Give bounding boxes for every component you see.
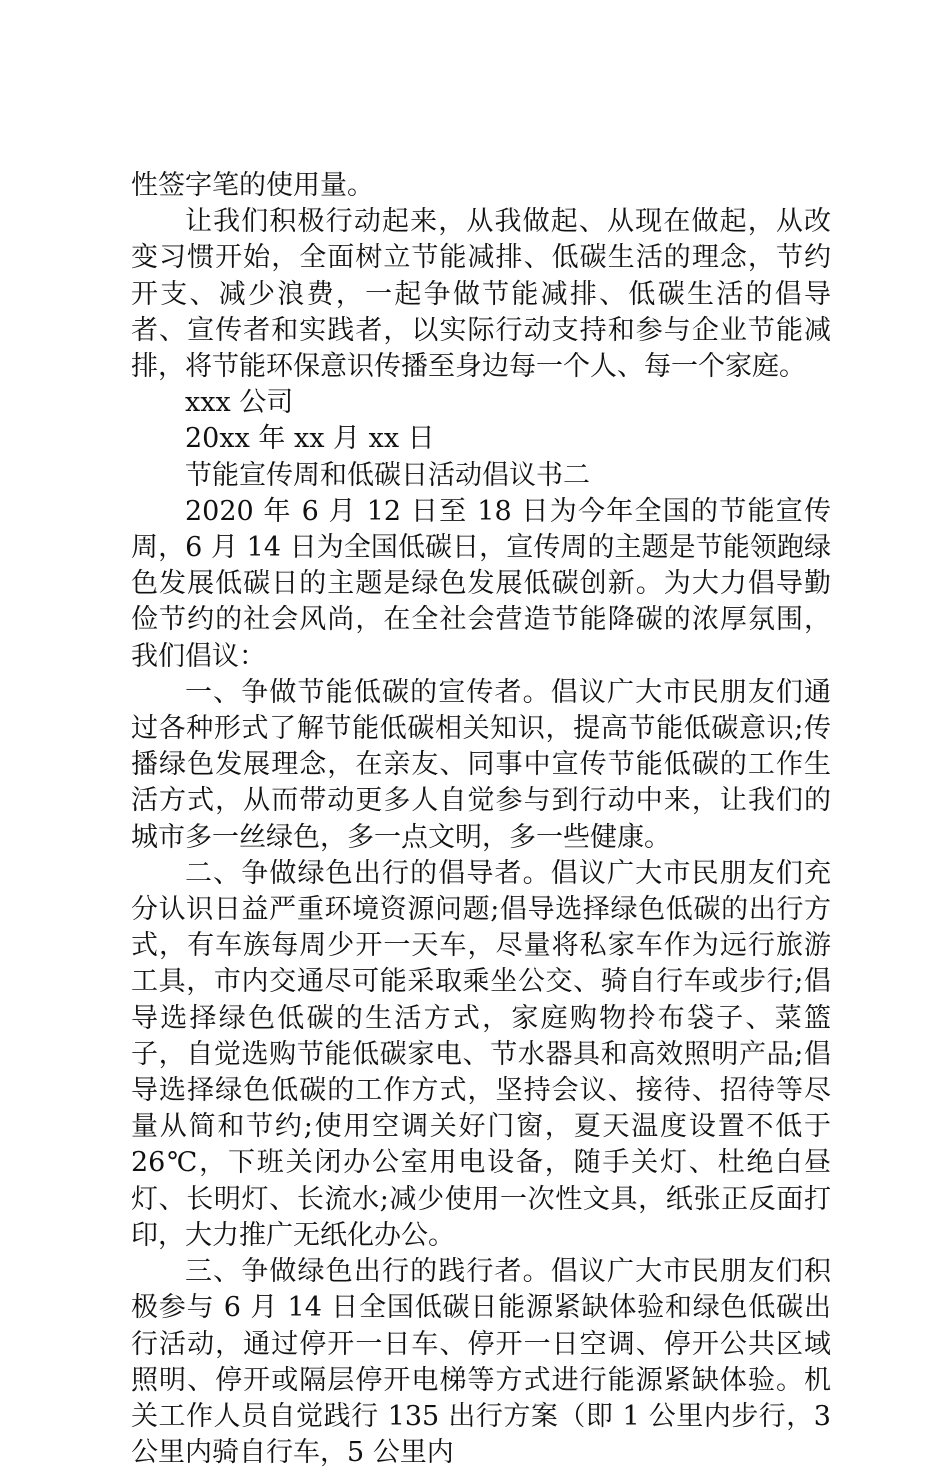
paragraph-intro: 2020 年 6 月 12 日至 18 日为今年全国的节能宣传周，6 月 14 日为全国低碳日，宣传周的主题是节能领跑绿色发展低碳日的主题是绿色发展低碳创新。为大力倡导勤俭节约的社会风尚，在全社会营造节能降碳的浓厚氛围，我们倡议： bbox=[131, 495, 831, 672]
paragraph-item-2: 二、争做绿色出行的倡导者。倡议广大市民朋友们充分认识日益严重环境资源问题;倡导选择绿色低碳的出行方式，有车族每周少开一天车，尽量将私家车作为远行旅游工具，市内交通尽可能采取乘坐公交、骑自行车或步行;倡导选择绿色低碳的生活方式，家庭购物拎布袋子、菜篮子，自觉选购节能低碳家电、节水器具和高效照明产品;倡导选择绿色低碳的工作方式，坚持会议、接待、招待等尽量从简和节约;使用空调关好门窗，夏天温度设置不低于 26℃，下班关闭办公室用电设备，随手关灯、杜绝白昼灯、长明灯、长流水;减少使用一次性文具，纸张正反面打印，大力推广无纸化办公。 bbox=[131, 857, 831, 1251]
section-title: 节能宣传周和低碳日活动倡议书二 bbox=[185, 459, 590, 491]
paragraph-call-to-action: 让我们积极行动起来，从我做起、从现在做起，从改变习惯开始，全面树立节能减排、低碳生活的理念，节约开支、减少浪费，一起争做节能减排、低碳生活的倡导者、宣传者和实践者，以实际行动支持和参与企业节能减排，将节能环保意识传播至身边每一个人、每一个家庭。 bbox=[131, 206, 831, 383]
paragraph-continuation: 性签字笔的使用量。 bbox=[131, 170, 374, 201]
signature-date: 20xx 年 xx 月 xx 日 bbox=[185, 423, 435, 455]
signature-company: xxx 公司 bbox=[185, 387, 294, 419]
paragraph-item-3: 三、争做绿色出行的践行者。倡议广大市民朋友们积极参与 6 月 14 日全国低碳日能源紧缺体验和绿色低碳出行活动，通过停开一日车、停开一日空调、停开公共区域照明、停开或隔层停开电梯等方式进行能源紧缺体验。机关工作人员自觉践行 135 出行方案（即 1 公里内步行，3 公里内骑自行车，5 公里内 bbox=[131, 1256, 831, 1469]
document-body bbox=[131, 168, 831, 1471]
paragraph-item-1: 一、争做节能低碳的宣传者。倡议广大市民朋友们通过各种形式了解节能低碳相关知识，提高节能低碳意识;传播绿色发展理念，在亲友、同事中宣传节能低碳的工作生活方式，从而带动更多人自觉参与到行动中来，让我们的城市多一丝绿色，多一点文明，多一些健康。 bbox=[131, 676, 831, 853]
